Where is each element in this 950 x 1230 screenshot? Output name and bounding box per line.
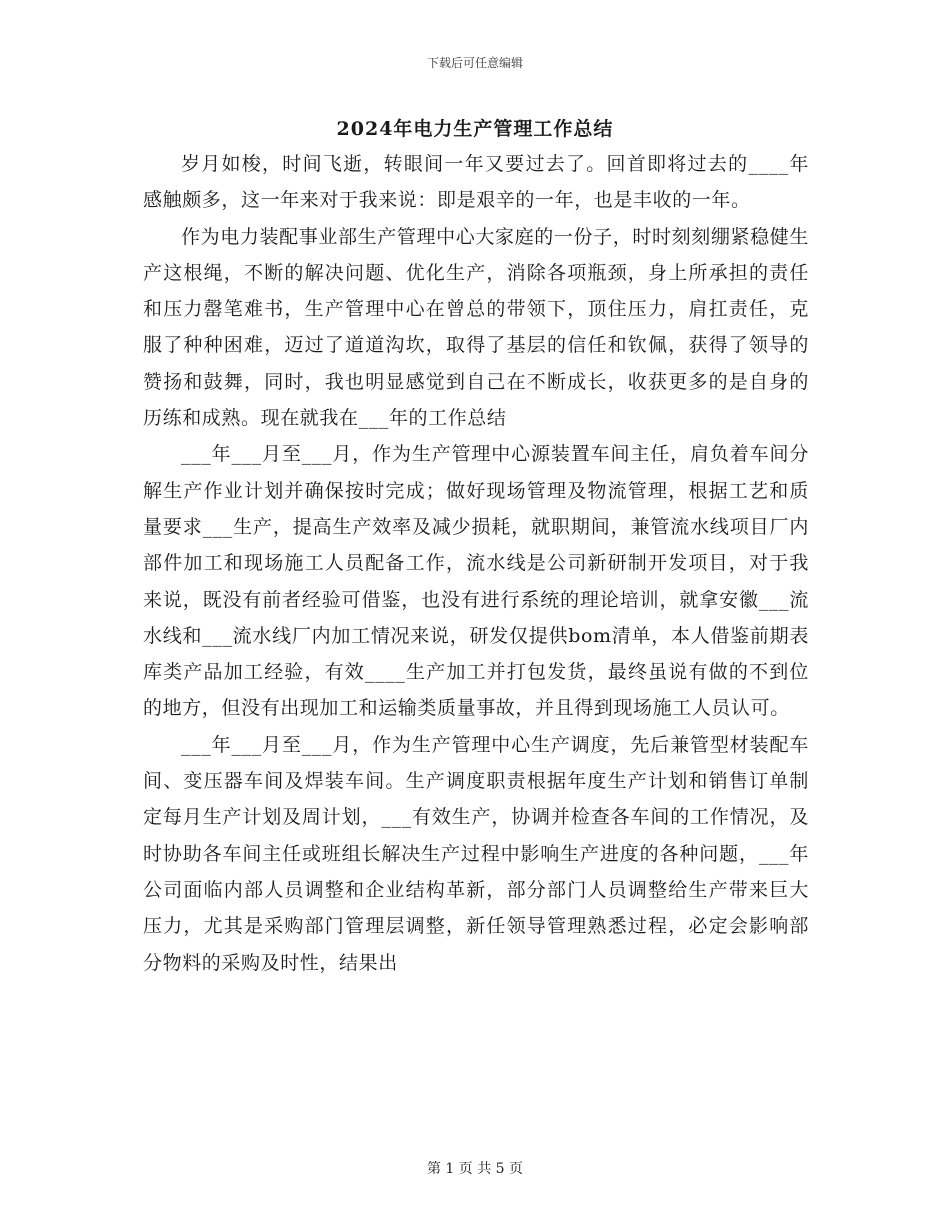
page-number: 第 1 页 共 5 页 [426, 1161, 524, 1177]
paragraph-production-scheduling: ___年___月至___月，作为生产管理中心生产调度，先后兼管型材装配车间、变压器车间及焊装车间。生产调度职责根据年度生产计划和销售订单制定每月生产计划及周计划，___有效生产，协调并检查各车间的工作情况，及时协助各车间主任或班组长解决生产过程中影响生产进度的各种问题，___年公司面临内部人员调整和企业结构革新，部分部门人员调整给生产带来巨大压力，尤其是采购部门管理层调整，新任领导管理熟悉过程，必定会影响部分物料的采购及时性，结果出 [143, 733, 809, 974]
header-note: 下载后可任意编辑 [426, 56, 523, 70]
paragraph-workshop-director: ___年___月至___月，作为生产管理中心源装置车间主任，肩负着车间分解生产作业计划并确保按时完成；做好现场管理及物流管理，根据工艺和质量要求___生产，提高生产效率及减少损耗，就职期间，兼管流水线项目厂内部件加工和现场施工人员配备工作，流水线是公司新研制开发项目，对于我来说，既没有前者经验可借鉴，也没有进行系统的理论培训，就拿安徽___流水线和___流水线厂内加工情况来说，研发仅提供bom清单，本人借鉴前期表库类产品加工经验，有效____生产加工并打包发货，最终虽说有做的不到位的地方，但没有出现加工和运输类质量事故，并且得到现场施工人员认可。 [143, 443, 809, 720]
document-title: 2024年电力生产管理工作总结 [336, 118, 614, 140]
paragraph-intro: 岁月如梭，时间飞逝，转眼间一年又要过去了。回首即将过去的____年感触颇多，这一年来对于我来说：即是艰辛的一年，也是丰收的一年。 [143, 153, 809, 212]
paragraph-role: 作为电力装配事业部生产管理中心大家庭的一份子，时时刻刻绷紧稳健生产这根绳，不断的解决问题、优化生产，消除各项瓶颈，身上所承担的责任和压力罄笔难书，生产管理中心在曾总的带领下，顶住压力，肩扛责任，克服了种种困难，迈过了道道沟坎，取得了基层的信任和钦佩，获得了领导的赞扬和鼓舞，同时，我也明显感觉到自己在不断成长，收获更多的是自身的历练和成熟。现在就我在___年的工作总结 [143, 225, 809, 430]
document-body [143, 146, 809, 981]
